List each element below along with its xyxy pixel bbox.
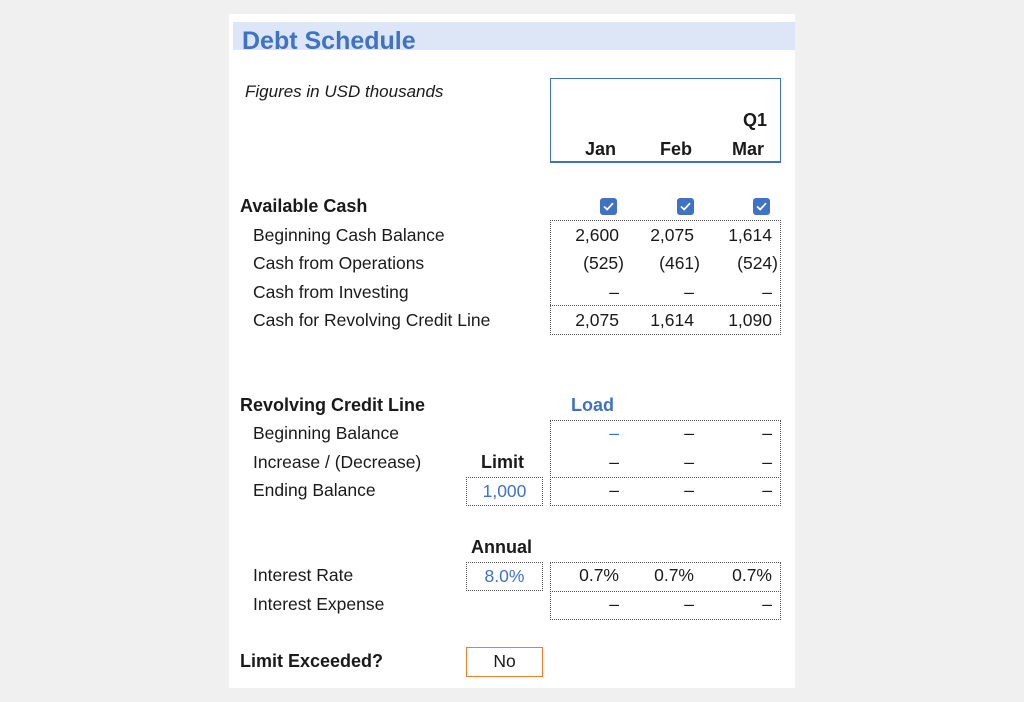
interest-divider (550, 591, 781, 592)
cell-value[interactable]: 0.7% (579, 565, 619, 585)
cell-value[interactable]: – (609, 594, 619, 614)
ending-divider (550, 477, 781, 478)
cell-value[interactable]: – (762, 594, 772, 614)
row-label-interest-expense: Interest Expense (253, 594, 385, 614)
checkbox-mar[interactable] (753, 198, 770, 215)
checkbox-feb[interactable] (677, 198, 694, 215)
page-title: Debt Schedule (242, 27, 416, 55)
limit-input[interactable]: 1,000 (466, 477, 543, 506)
cell-value[interactable]: 2,600 (575, 225, 619, 245)
cell-value[interactable]: (525) (583, 253, 624, 273)
checkmark-icon (602, 200, 615, 213)
month-mar: Mar (732, 139, 765, 159)
row-label-cash-revolver: Cash for Revolving Credit Line (253, 310, 491, 330)
month-jan: Jan (585, 139, 617, 159)
cell-value[interactable]: – (762, 452, 772, 472)
row-label-cash-ops: Cash from Operations (253, 253, 425, 273)
subtotal-divider (550, 305, 781, 306)
cell-value[interactable]: – (762, 480, 772, 500)
cell-value[interactable]: – (684, 480, 694, 500)
cell-value[interactable]: (461) (659, 253, 700, 273)
cell-value[interactable]: – (684, 423, 694, 443)
row-label-ending-balance: Ending Balance (253, 480, 376, 500)
cell-value[interactable]: 2,075 (575, 310, 619, 330)
cell-value[interactable]: 2,075 (650, 225, 694, 245)
section-available-cash: Available Cash (240, 196, 368, 216)
month-feb: Feb (660, 139, 693, 159)
checkmark-icon (755, 200, 768, 213)
row-label-cash-investing: Cash from Investing (253, 282, 409, 302)
cell-value[interactable]: – (762, 282, 772, 302)
title-band (233, 22, 795, 55)
row-label-beginning-balance: Beginning Balance (253, 423, 399, 443)
cell-value[interactable]: – (609, 480, 619, 500)
limit-exceeded-flag[interactable]: No (466, 647, 543, 677)
cell-value[interactable]: – (609, 423, 619, 443)
limit-label: Limit (481, 452, 524, 472)
cell-value[interactable]: 0.7% (732, 565, 772, 585)
cell-value[interactable]: 1,614 (728, 225, 772, 245)
section-revolving-credit-line: Revolving Credit Line (240, 395, 426, 415)
row-label-beginning-cash: Beginning Cash Balance (253, 225, 445, 245)
cell-value[interactable]: 1,090 (728, 310, 772, 330)
cell-value[interactable]: – (684, 452, 694, 472)
cell-value[interactable]: – (684, 594, 694, 614)
cell-value[interactable]: 0.7% (654, 565, 694, 585)
row-label-increase-decrease: Increase / (Decrease) (253, 452, 422, 472)
cell-value[interactable]: – (609, 452, 619, 472)
spreadsheet-sheet (229, 14, 795, 688)
annual-rate-input[interactable]: 8.0% (466, 562, 543, 591)
units-note[interactable]: Figures in USD thousands (245, 82, 444, 101)
limit-exceeded-label: Limit Exceeded? (240, 651, 384, 671)
checkmark-icon (679, 200, 692, 213)
checkbox-jan[interactable] (600, 198, 617, 215)
cell-value[interactable]: (524) (737, 253, 778, 273)
load-label[interactable]: Load (571, 395, 614, 415)
cell-value[interactable]: – (762, 423, 772, 443)
cell-value[interactable]: – (609, 282, 619, 302)
cell-value[interactable]: 1,614 (650, 310, 694, 330)
quarter-label: Q1 (743, 110, 768, 130)
cell-value[interactable]: – (684, 282, 694, 302)
annual-label: Annual (471, 537, 532, 557)
row-label-interest-rate: Interest Rate (253, 565, 354, 585)
